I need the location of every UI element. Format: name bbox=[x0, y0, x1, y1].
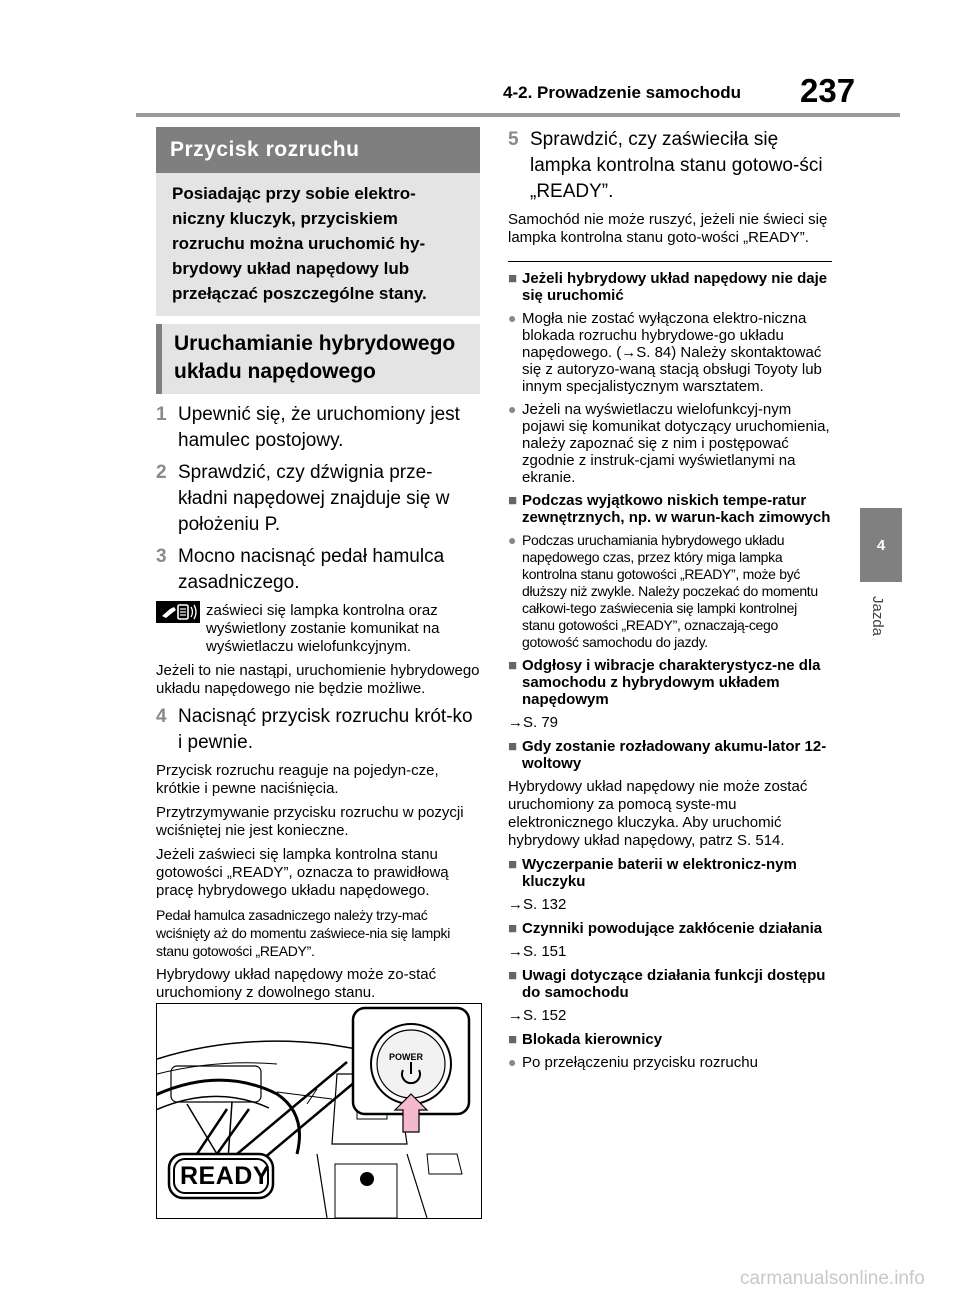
step-number: 3 bbox=[156, 546, 167, 567]
note-paragraph: Hybrydowy układ napędowy nie może zostać uruchomiony za pomocą syste-mu elektronicznego kluczyka. Aby uruchomić hybrydowy układ napędowy, patrz S. 514. bbox=[508, 778, 808, 849]
page-reference: →S. 151 bbox=[508, 943, 567, 960]
right-column bbox=[508, 127, 832, 1077]
section-intro: Posiadając przy sobie elektro-niczny kluczyk, przyciskiem rozruchu można uruchomić hy-brydowy układ napędowy lub przełączać poszczególne stany. bbox=[156, 173, 480, 316]
step-text: Sprawdzić, czy dźwignia prze-kładni napędowej znajduje się w położeniu P. bbox=[178, 462, 450, 535]
note-heading: ■ Podczas wyjątkowo niskich tempe-ratur zewnętrznych, np. w warun-kach zimowych bbox=[508, 492, 831, 526]
chapter-tab bbox=[860, 508, 902, 582]
indicator-paragraph bbox=[156, 602, 480, 656]
step-number: 4 bbox=[156, 706, 167, 727]
divider bbox=[508, 261, 832, 262]
paragraph: Jeżeli zaświeci się lampka kontrolna stanu gotowości „READY”, oznacza to prawidłową pracę hybrydowego układu napędowego. bbox=[156, 846, 449, 899]
page-reference: →S. 132 bbox=[508, 896, 567, 913]
step-text: Sprawdzić, czy zaświeciła się lampka kontrolna stanu gotowo-ści „READY”. bbox=[530, 129, 823, 202]
step-2 bbox=[156, 460, 480, 538]
note-heading: ■ Odgłosy i wibracje charakterystycz-ne dla samochodu z hybrydowym układem napędowym bbox=[508, 657, 821, 708]
step-text: Upewnić się, że uruchomiony jest hamulec postojowy. bbox=[178, 404, 460, 451]
key-indicator-icon bbox=[156, 601, 200, 623]
header-divider bbox=[136, 113, 900, 117]
step-number: 5 bbox=[508, 129, 519, 150]
note-heading: ■ Wyczerpanie baterii w elektronicz-nym kluczyku bbox=[508, 856, 797, 890]
step-4 bbox=[156, 704, 480, 756]
note-heading: ■ Jeżeli hybrydowy układ napędowy nie daje się uruchomić bbox=[508, 270, 828, 304]
step-1 bbox=[156, 402, 480, 454]
step-3 bbox=[156, 544, 480, 596]
left-column bbox=[156, 127, 480, 1008]
note-bullet: ● Mogła nie zostać wyłączona elektro-niczna blokada rozruchu hybrydowe-go układu napędowego. (→S. 84) Należy skontaktować się z autoryzo-waną stacją obsługi Toyoty lub innym specjalistycznym warsztatem. bbox=[508, 310, 822, 395]
step-text: Mocno nacisnąć pedał hamulca zasadniczego. bbox=[178, 546, 445, 593]
paragraph: Przytrzymywanie przycisku rozruchu w pozycji wciśniętej nie jest konieczne. bbox=[156, 804, 464, 839]
note-heading: ■ Czynniki powodujące zakłócenie działania bbox=[508, 920, 823, 937]
step-note: Samochód nie może ruszyć, jeżeli nie świeci się lampka kontrolna stanu goto-wości „READY”. bbox=[508, 211, 828, 246]
subsection-title: Uruchamianie hybrydowego układu napędowego bbox=[156, 324, 480, 394]
paragraph: Hybrydowy układ napędowy może zo-stać uruchomiony z dowolnego stanu. bbox=[156, 966, 437, 1001]
power-button-label: POWER bbox=[389, 1052, 424, 1062]
chapter-label: Jazda bbox=[869, 596, 886, 637]
note-heading: ■ Uwagi dotyczące działania funkcji dostępu do samochodu bbox=[508, 967, 826, 1001]
step-number: 2 bbox=[156, 462, 167, 483]
indicator-text: zaświeci się lampka kontrolna oraz wyświetlony zostanie komunikat na wyświetlaczu wielofunkcyjnym. bbox=[206, 602, 440, 655]
note-bullet: ● Jeżeli na wyświetlaczu wielofunkcyj-nym pojawi się komunikat dotyczący uruchomienia, należy zapoznać się z nim i postępować zgodnie z instruk-cjami wyświetlanymi na ekranie. bbox=[508, 401, 830, 486]
page-reference: →S. 152 bbox=[508, 1007, 567, 1024]
ready-indicator-label: READY bbox=[180, 1162, 271, 1190]
fail-paragraph: Jeżeli to nie nastąpi, uruchomienie hybrydowego układu napędowego nie będzie możliwe. bbox=[156, 662, 480, 697]
page-number: 237 bbox=[800, 72, 856, 109]
note-heading: ■ Gdy zostanie rozładowany akumu-lator 12-woltowy bbox=[508, 738, 827, 772]
watermark: carmanualsonline.info bbox=[740, 1268, 925, 1289]
page-reference: →S. 79 bbox=[508, 714, 559, 731]
section-title: Przycisk rozruchu bbox=[156, 127, 480, 173]
chapter-number: 4 bbox=[876, 536, 886, 554]
note-bullet: ● Po przełączeniu przycisku rozruchu bbox=[508, 1054, 758, 1071]
step-number: 1 bbox=[156, 404, 167, 425]
paragraph: Pedał hamulca zasadniczego należy trzy-mać wciśnięty aż do momentu zaświece-nia się lampki stanu gotowości „READY”. bbox=[156, 907, 451, 959]
paragraph: Przycisk rozruchu reaguje na pojedyn-cze, krótkie i pewne naciśnięcia. bbox=[156, 762, 439, 797]
section-header: 4-2. Prowadzenie samochodu bbox=[503, 83, 742, 102]
dashboard-illustration bbox=[156, 1003, 482, 1219]
step-5 bbox=[508, 127, 832, 205]
step-text: Nacisnąć przycisk rozruchu krót-ko i pewnie. bbox=[178, 706, 473, 753]
note-bullet: ● Podczas uruchamiania hybrydowego układu napędowego czas, przez który miga lampka kontrolna stanu gotowości „READY”, może być dłuższy niż zwykle. Należy poczekać do momentu całkowi-tego zaświecenia się lampki kontrolnej stanu gotowości „READY”, oznaczają-cego gotowość samochodu do jazdy. bbox=[508, 532, 818, 650]
note-heading: ■ Blokada kierownicy bbox=[508, 1031, 663, 1048]
